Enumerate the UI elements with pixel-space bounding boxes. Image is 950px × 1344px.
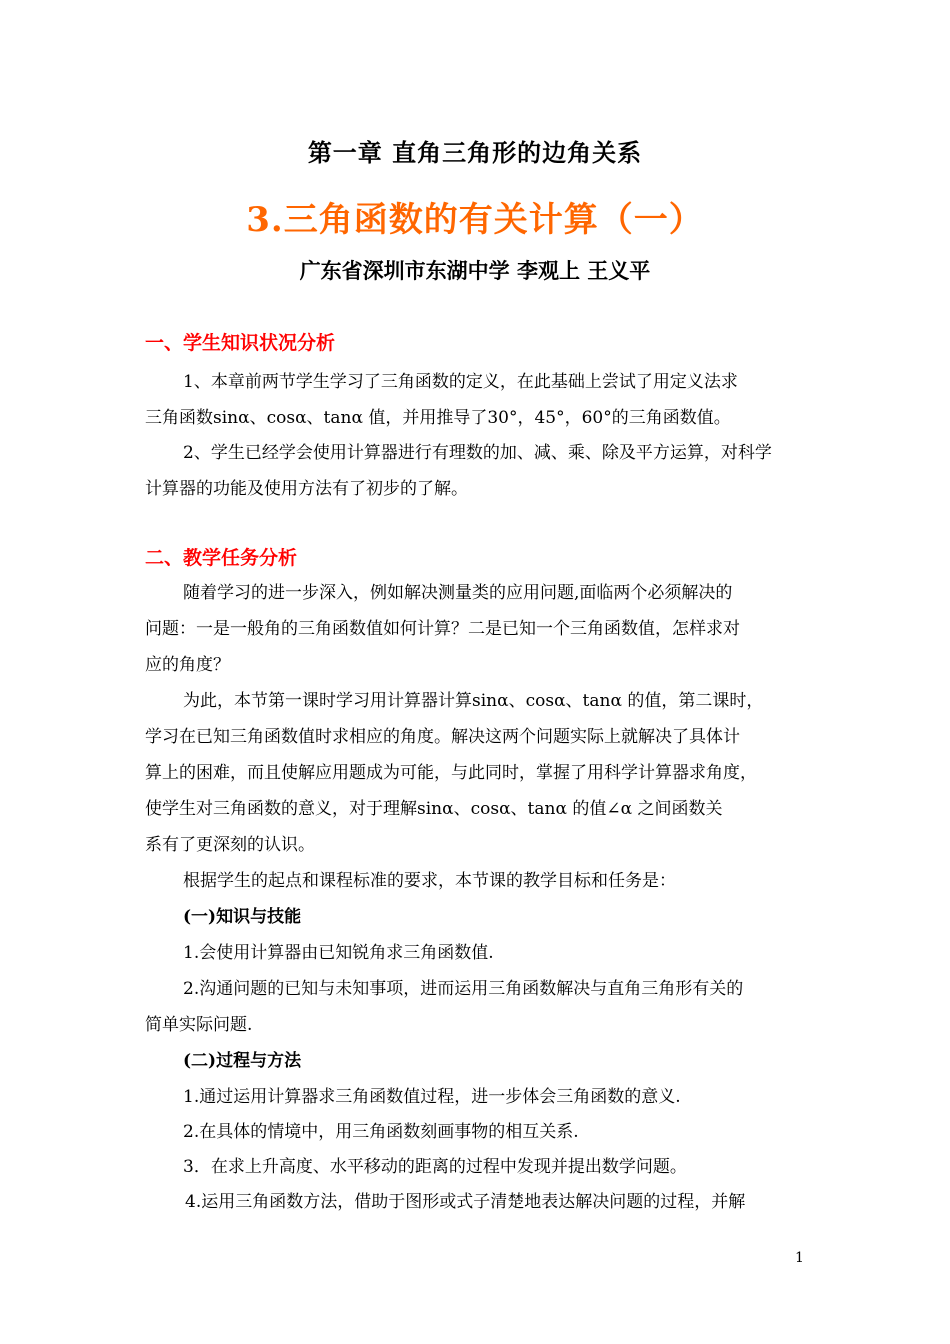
list-item: 1.会使用计算器由已知锐角求三角函数值.	[183, 943, 494, 963]
paragraph-line: 应的角度？	[145, 655, 230, 675]
authors: 广东省深圳市东湖中学 李观上 王义平	[299, 258, 651, 283]
list-item-continuation: 简单实际问题.	[145, 1015, 253, 1035]
paragraph-line: 问题：一是一般角的三角函数值如何计算？二是已知一个三角函数值，怎样求对	[145, 619, 740, 639]
list-item: 2.沟通问题的已知与未知事项，进而运用三角函数解决与直角三角形有关的	[183, 979, 744, 999]
lesson-title: 3.三角函数的有关计算（一）	[246, 200, 704, 240]
paragraph-line: 三角函数sinα、cosα、tanα 值，并用推导了30°，45°，60°的三角函数值。	[145, 408, 731, 428]
section-heading-task-analysis: 二、教学任务分析	[145, 547, 298, 569]
list-item: 2.在具体的情境中，用三角函数刻画事物的相互关系.	[183, 1122, 579, 1142]
paragraph-line: 计算器的功能及使用方法有了初步的了解。	[145, 479, 468, 499]
paragraph-line: 为此，本节第一课时学习用计算器计算sinα、cosα、tanα 的值，第二课时，	[183, 691, 764, 711]
list-item: 1.通过运用计算器求三角函数值过程，进一步体会三角函数的意义.	[183, 1087, 681, 1107]
paragraph-line: 2、学生已经学会使用计算器进行有理数的加、减、乘、除及平方运算，对科学	[183, 443, 772, 463]
page-number: 1	[795, 1250, 804, 1266]
paragraph-line: 使学生对三角函数的意义，对于理解sinα、cosα、tanα 的值∠α 之间函数关	[145, 799, 723, 819]
list-item: 4.运用三角函数方法，借助于图形或式子清楚地表达解决问题的过程，并解	[185, 1192, 746, 1212]
paragraph-line: 学习在已知三角函数值时求相应的角度。解决这两个问题实际上就解决了具体计	[145, 727, 740, 747]
chapter-title: 第一章 直角三角形的边角关系	[307, 138, 643, 167]
paragraph-line: 1、本章前两节学生学习了三角函数的定义，在此基础上尝试了用定义法求	[183, 372, 738, 392]
paragraph-line: 系有了更深刻的认识。	[145, 835, 315, 855]
subheading-process-methods: (二)过程与方法	[183, 1051, 302, 1071]
section-heading-student-analysis: 一、学生知识状况分析	[145, 332, 336, 354]
list-item: 3．在求上升高度、水平移动的距离的过程中发现并提出数学问题。	[183, 1157, 687, 1177]
subheading-knowledge-skills: (一)知识与技能	[183, 907, 302, 927]
paragraph-line: 根据学生的起点和课程标准的要求，本节课的教学目标和任务是：	[183, 871, 676, 891]
paragraph-line: 算上的困难，而且使解应用题成为可能，与此同时，掌握了用科学计算器求角度，	[145, 763, 757, 783]
paragraph-line: 随着学习的进一步深入，例如解决测量类的应用问题,面临两个必须解决的	[183, 583, 733, 603]
